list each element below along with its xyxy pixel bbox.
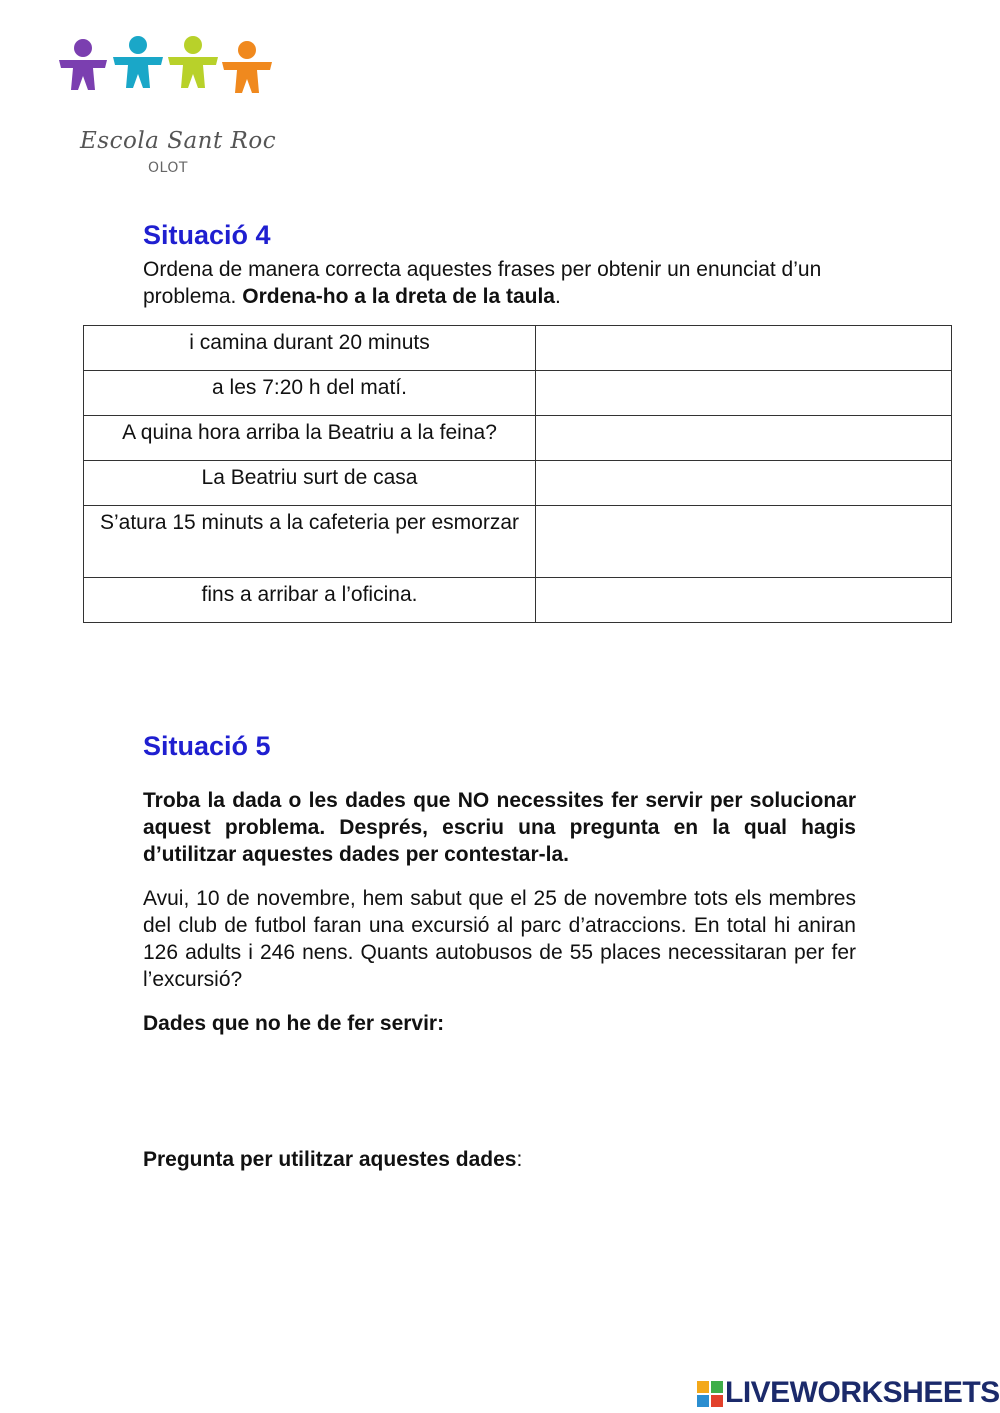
answer-cell[interactable] [536,371,952,416]
paper-children-icon [55,30,285,125]
table-row [84,461,952,506]
answer-cell[interactable] [536,461,952,506]
sentence-cell: a les 7:20 h del matí. [84,371,536,416]
instruction-end: . [555,285,561,308]
brand-name: LIVEWORKSHEETS [725,1376,1000,1409]
unused-data-label: Dades que no he de fer servir: [143,1012,445,1035]
instruction-text: Ordena de manera correcta aquestes frases per obtenir un enunciat d’un problema. [143,258,822,308]
situacio5-problem: Avui, 10 de novembre, hem sabut que el 25 de novembre tots els membres del club de futbol faran una excursió al parc d’atraccions. En total hi aniran 126 adults i 246 nens. Quants autobusos de 55 places necessitaran per fer l’excursió? [143,887,856,991]
situacio4-title: Situació 4 [143,220,271,250]
question-label [143,1146,856,1173]
situacio4-instruction [143,256,856,310]
liveworksheets-logo-icon [697,1381,723,1407]
instruction-bold-text: Ordena-ho a la dreta de la taula [242,285,555,308]
table-row [84,578,952,623]
situacio5-title: Situació 5 [143,731,271,761]
logo-school-name: Escola Sant Roc [80,128,277,154]
question-label-text: Pregunta per utilitzar aquestes dades [143,1148,517,1171]
sentence-cell: La Beatriu surt de casa [84,461,536,506]
table-row [84,506,952,578]
answer-cell[interactable] [536,416,952,461]
answer-cell[interactable] [536,326,952,371]
logo-city: OLOT [148,160,188,176]
sentence-cell: i camina durant 20 minuts [84,326,536,371]
sentence-cell: S’atura 15 minuts a la cafeteria per esmorzar [84,506,536,578]
ordering-table [83,325,952,623]
table-row [84,371,952,416]
school-logo [55,30,285,176]
table-row [84,326,952,371]
answer-cell[interactable] [536,506,952,578]
table-row [84,416,952,461]
sentence-cell: A quina hora arriba la Beatriu a la feina? [84,416,536,461]
sentence-cell: fins a arribar a l’oficina. [84,578,536,623]
situacio5-instruction: Troba la dada o les dades que NO necessites fer servir per solucionar aquest problema. Després, escriu una pregunta en la qual hagis d’utilitzar aquestes dades per contestar-la. [143,789,856,866]
question-label-end: : [516,1148,523,1171]
answer-cell[interactable] [536,578,952,623]
